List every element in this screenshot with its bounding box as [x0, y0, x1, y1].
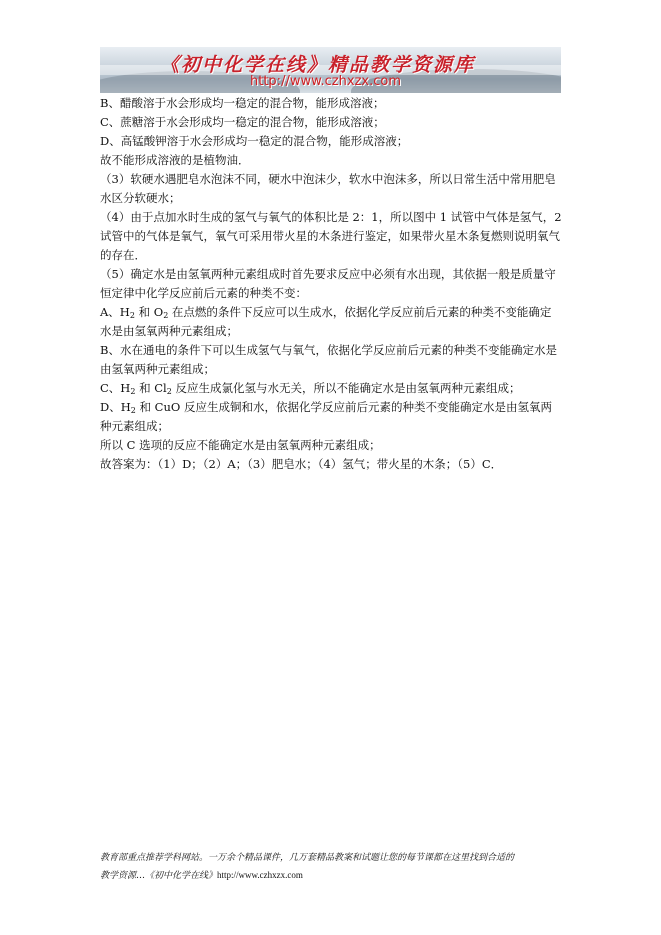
analysis-b: B、水在通电的条件下可以生成氢气与氧气，依据化学反应前后元素的种类不变能确定水是由氢氧两种元素组成；	[100, 343, 557, 376]
conclusion-line: 故不能形成溶液的是植物油．	[100, 153, 250, 167]
footer-line-1: 教育部重点推荐学科网站。一万余个精品课件，几万套精品教案和试题让您的每节课都在这里找到合适的	[100, 853, 515, 863]
conclusion-c: 所以 C 选项的反应不能确定水是由氢氧两种元素组成；	[100, 438, 381, 452]
analysis-d: D、$H_2$ 和 CuO 反应生成铜和水，依据化学反应前后元素的种类不变能确定水是由氢氧两种元素组成；	[100, 400, 552, 433]
paragraph-5: （5）确定水是由氢氧两种元素组成时首先要求反应中必须有水出现，其依据一般是质量守恒定律中化学反应前后元素的种类不变：	[100, 267, 556, 300]
document-body	[100, 94, 562, 474]
header-banner	[100, 47, 561, 93]
banner-url[interactable]: http://www.czhxzx.com	[250, 74, 401, 89]
paragraph-3: （3）软硬水遇肥皂水泡沫不同，硬水中泡沫少，软水中泡沫多，所以日常生活中常用肥皂水区分软硬水；	[100, 172, 556, 205]
option-d-line: D、高锰酸钾溶于水会形成均一稳定的混合物，能形成溶液；	[100, 134, 409, 148]
paragraph-4: （4）由于点加水时生成的氢气与氧气的体积比是 2：1，所以图中 1 试管中气体是氢气，2 试管中的气体是氧气，氧气可采用带火星的木条进行鉴定，如果带火星木条复燃则说明氧气的存在．	[100, 210, 562, 262]
page-footer	[100, 850, 562, 885]
footer-url[interactable]: http://www.czhxzx.com	[217, 870, 303, 880]
analysis-c: C、$H_2$ 和 $Cl_2$ 反应生成氯化氢与水无关，所以不能确定水是由氢氧两种元素组成；	[100, 381, 521, 396]
option-c-line: C、蔗糖溶于水会形成均一稳定的混合物，能形成溶液；	[100, 115, 385, 129]
option-b-line: B、醋酸溶于水会形成均一稳定的混合物，能形成溶液；	[100, 96, 385, 110]
footer-line-2: 教学资源…《初中化学在线》http://www.czhxzx.com	[100, 870, 303, 881]
banner-title: 《初中化学在线》精品教学资源库	[160, 54, 476, 76]
answer-line: 故答案为：（1）D；（2）A；（3）肥皂水；（4）氢气；带火星的木条；（5）C．	[100, 457, 503, 471]
analysis-a: A、$H_2$ 和 $O_2$ 在点燃的条件下反应可以生成水，依据化学反应前后元素的种类不变能确定水是由氢氧两种元素组成；	[100, 305, 552, 338]
